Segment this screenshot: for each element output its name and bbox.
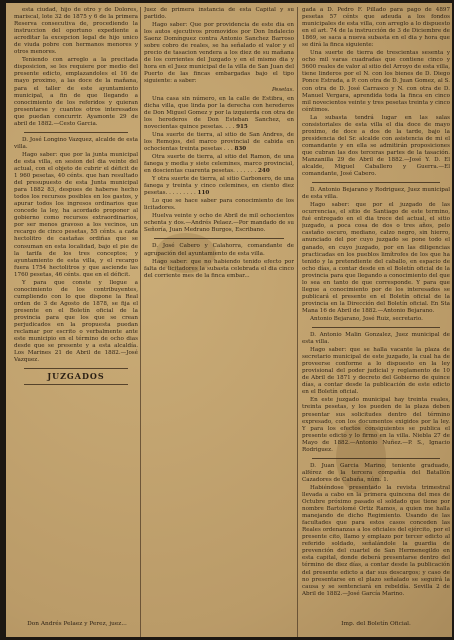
paragraph: Habiéndose presentado la revista trimestral llevada a cabo en la primera quincena del mes de Octubre próximo pasado el soldado que tiene por nombre Bartolomé Ortiz Ramos, a quien me halla manejando de dicho Regimiento. Usando de las facultades que para estos casos conceden las Reales ordenanzas a los oficiales del ejército, por el presente cito, llamo y emplazo por tercer edicto al referido soldado, señalándole la guardia de prevención del cuartel de San Hermenegildo en esta capital, donde deberá presentarse dentro del término de diez días, a contar desde la publicación del presente edicto a dar sus descargos; y caso de no presentarse en el plazo señalado se seguirá la causa y se sentenciará en rebeldía. Sevilla 2 de Abril de 1882.—José García Marino. — [302, 484, 450, 597]
notice-header: D. José Longino Vazquez, alcalde de esta villa. — [14, 136, 138, 150]
paragraph: Antonio Bejarano, José Ruiz, secretario. — [310, 315, 423, 322]
notice-header: D. Antonio Malin Gonzalez, Juez municipal de esta villa. — [302, 332, 450, 346]
column-divider — [140, 7, 141, 637]
price-value: 240 — [258, 168, 270, 175]
column-divider — [297, 7, 298, 637]
paragraph: Hago saber: que por el juzgado de las ocurrencias, el sitio de Santiago de este termino, fué entregado en el dia trece del actual, el sitio juzgado, a poca cosa de dos o tres años, pelo castaño oscuro, mediano, calzo negro, sin hierro, anunciado del por cuyo juzgado se pone todo el ganado, en cuyo juzgado, por en las diligencias practicadas en los pueblos limítrofes de los que ha tenido y la pretendiente del caballo, en espacio de ocho días, a contar desde en el Boletín oficial de la provincia para que llegando a conocimiento del que lo sea en tanto de que corresponde. Y para que llegue a conocimiento por de los interesados se publicará el presente en el Boletín oficial de la provincia en la Dirección del Boletín oficial. En Sta Mana 16 de Abril de 1882.—Antonio Bejarano. — [302, 202, 450, 314]
pesetas-label: Pesetas. — [271, 86, 294, 93]
paragraph: Juez de primera instancia de esta Capital y su partido. — [144, 7, 294, 21]
column-middle — [144, 7, 294, 607]
paragraph: La subasta tendrá lugar en las salas consistoriales de esta villa el dia doce de mayo proximo, de doce a dos de la tarde, bajo la presidencia del Sr. alcalde con asistencia de mi el comandante y en ella se admitirán proposiciones que cubran las dos terceras partes de la tasación. Manzanilla 29 de Abril de 1882.—José Y. D. El alcalde, Miguel Caballero y Guerra.—El comandante, José Cabero. — [302, 114, 450, 178]
column-left — [14, 7, 138, 607]
paragraph: Y para que conste y llegue a conocimiento de los contribuyentes, cumpliendo con lo que dispone la Real orden de 3 de Agosto de 1878, se fija el presente en el Boletín oficial de la provincia para que los que se crean perjudicados en la propuesta puedan reclamar por escrito o verbalmente ante este municipio en el término de ocho dias desde que se presente y a esta alcaldía. Los Marines 21 de Abril de 1882.—José Vazquez. — [14, 279, 138, 364]
paragraph: Lo que se hace saber para conocimiento de los licitadores. — [144, 198, 294, 212]
paragraph: Teniendo con arreglo a la precitada disposicion, se les requiere por medio del presente edicto, emplazandoles el 16 de mayo proximo, a las doce de la mañana, para el taller de este ayuntamiento municipal, a fin de que llegando a conocimiento de los referidos y quieran presentarse y cuantos otros interesados que puedan concurrir. Ayamonte 29 de abril de 1882.—Cesto Garcia. — [14, 57, 138, 127]
paragraph: En este juzgado municipal hay treinta reales, treinta pesetas, y los pueden de la plaza deben presentar sus solicitudes dentro del término expresado, con los documentos exigidos por la ley. Y para los efectos consiguientes se publica el presente edicto y lo firmo en la villa. Niebla 27 de Mayo de 1882.—Antonio Nuñez.—P. S., Ignacio Rodriguez. — [302, 397, 450, 453]
newspaper-page — [6, 3, 452, 637]
separator — [24, 132, 128, 133]
price-value: 915 — [236, 123, 248, 130]
footer-left-text: Don Andrés Pelaez y Perez, juez... — [27, 621, 127, 627]
notice-header: D. José Cabero y Calahorra, comandante de agrupación del ayuntamiento de esta villa. — [144, 243, 294, 257]
listing-item: Una suerte de tierra, al sitio de San Andres, de los Remojos, del marco provincial de cabida en ochocientas treinta pesetas . . . 830 — [144, 131, 294, 152]
paragraph: Hago saber: Que por providencia de este dia en los autos ejecutivos promovidos por Don Indalecio Saenz Domínguez contra Antonio Sanchez Barroso sobre cobro de reales, se ha señalado el valor y el precio de tasacion vendera a los diez de su mañana de los corrientes del Juzgado y en el mismo dia y hora en el Juez municipal de la villa de San Juan del Puerto de las fincas embargadas bajo el tipo siguiente: a saber: — [144, 22, 294, 85]
listing-item: Otra suerte de tierra, al sitio del Ramon, de una fanega y media y siete celemines, marco provincial, en doscientas cuarenta pesetas. . . . . . . 240 — [144, 153, 294, 175]
paragraph: gada a D. Pedro F. Pillado para pago de 4897 pesetas 57 cénts que adeuda a los fondos municipales de esta villa, con arreglo a lo dispuesto en el art. 74 de la instrucción de 3 de Diciembre de 1869, se saca a nueva subasta en el dia y hora que se dirá la finca siguiente: — [302, 7, 450, 49]
paragraph: Una suerte de tierra de trescientas sesenta y ocho mil varas cuadradas que contiene cinco y 5600 reales de valor al sitio del Arroyo de esta villa, tiene linderos por el N. con los bienes de D. Diego Ponce Estrada, a P. con otra de D. Juan Gomez, al S. con otra de D. José Carrasco y N. con otra de D. Manuel Vergara, aprendida toda la finca en cinco mil novecientos veinte y tres pesetas treinta y cinco céntimos. — [302, 50, 450, 113]
price-value: 830 — [234, 145, 247, 152]
listing-item: Una casa sin número, en la calle de Estibra, en dicha villa, que linda por la derecha con herederos de Don Miguel Gomez y por la izquierda con otra de los herederos de Don Esteban Sanchez, en novecientas quince pesetas. . . . 915 — [144, 95, 294, 130]
paragraph: Hago saber: que se halla vacante la plaza de secretario municipal de este juzgado, la cual ha de proveerse conforme a lo dispuesto en la ley provisional del poder judicial y reglamento de 10 de Abril de 1871 y decreto del Gobierno de quince días, a contar desde la publicación de este edicto en el Boletín oficial. — [302, 347, 450, 396]
paragraph: esta ciudad, hijo de otro y de Dolores, mariscal, lote 32 de 1875 y 6 de la primera Reserva consecutiva de, procediendo la instruccion del oportuno expediente a acreditar la excepcion legal de hijo unico de viuda pobre con hermanos menores y otros menores. — [14, 7, 138, 56]
separator — [24, 384, 128, 385]
paragraph: Huelva veinte y ocho de Abril de mil ochocientos ochenta y dos.—Andrés Pelaez.—Por mandado de su Señoría, Juan Medrano Burgos, Escribano. — [144, 213, 294, 234]
notice-header: D. Antonio Bejarano y Rodriguez, Juez municipal de esta villa. — [302, 187, 450, 201]
paragraph: Hago saber: que no habiendo tenido efecto por falta de licitadores la subasta celebrada el dia cinco del corriente mes de la finca embar... — [144, 258, 294, 279]
separator — [312, 182, 440, 183]
separator — [154, 238, 284, 239]
separator — [312, 327, 440, 328]
column-right — [302, 7, 450, 607]
listing-item: Y otra suerte de tierra, al sitio Carbonero, de una fanega y treinta y cinco celemines, en ciento diez pesetas. . . . . . . . . 110 — [144, 176, 294, 197]
printer-imprint: Imp. del Boletín Oficial. — [341, 621, 411, 627]
paragraph: Hago saber: que por la junta municipal de esta villa, en sesion del dia veinte del actual, con el objeto de cubrir el déficit de 1 960 pesetas, 40 cénts. que han resultado del presupuesto de esta Junta municipal para 1882 83, despues de haberse hecho todos los recursos posibles en los gastos, y apurar todos los ingresos ordinarios que concede la ley, ha acordado proponer al gobierno como recursos extraordinarios, por ser menos gravoso a los vecinos, un recargo de cinco pesetas, 55 cénts. a cada hectolitro de castañas ordiñas que se consuman en esta localidad, bajo el pie de la tarifa de los tres conceptos; y ayuntamiento de esta villa, y el recargo fuera 1754 hectolitros y que asciende las 1760 pesetas, 46 cénts. que en el déficit. — [14, 151, 138, 278]
separator — [312, 458, 440, 459]
separator — [24, 368, 128, 369]
notice-header: D. Juan Garcia Marino, teniente graduado, alférez de la tercera compañía del Batallón Cazadores de Cabaña, núm. 1. — [302, 462, 450, 483]
section-heading: JUZGADOS — [47, 371, 105, 382]
price-value: 110 — [197, 190, 210, 197]
